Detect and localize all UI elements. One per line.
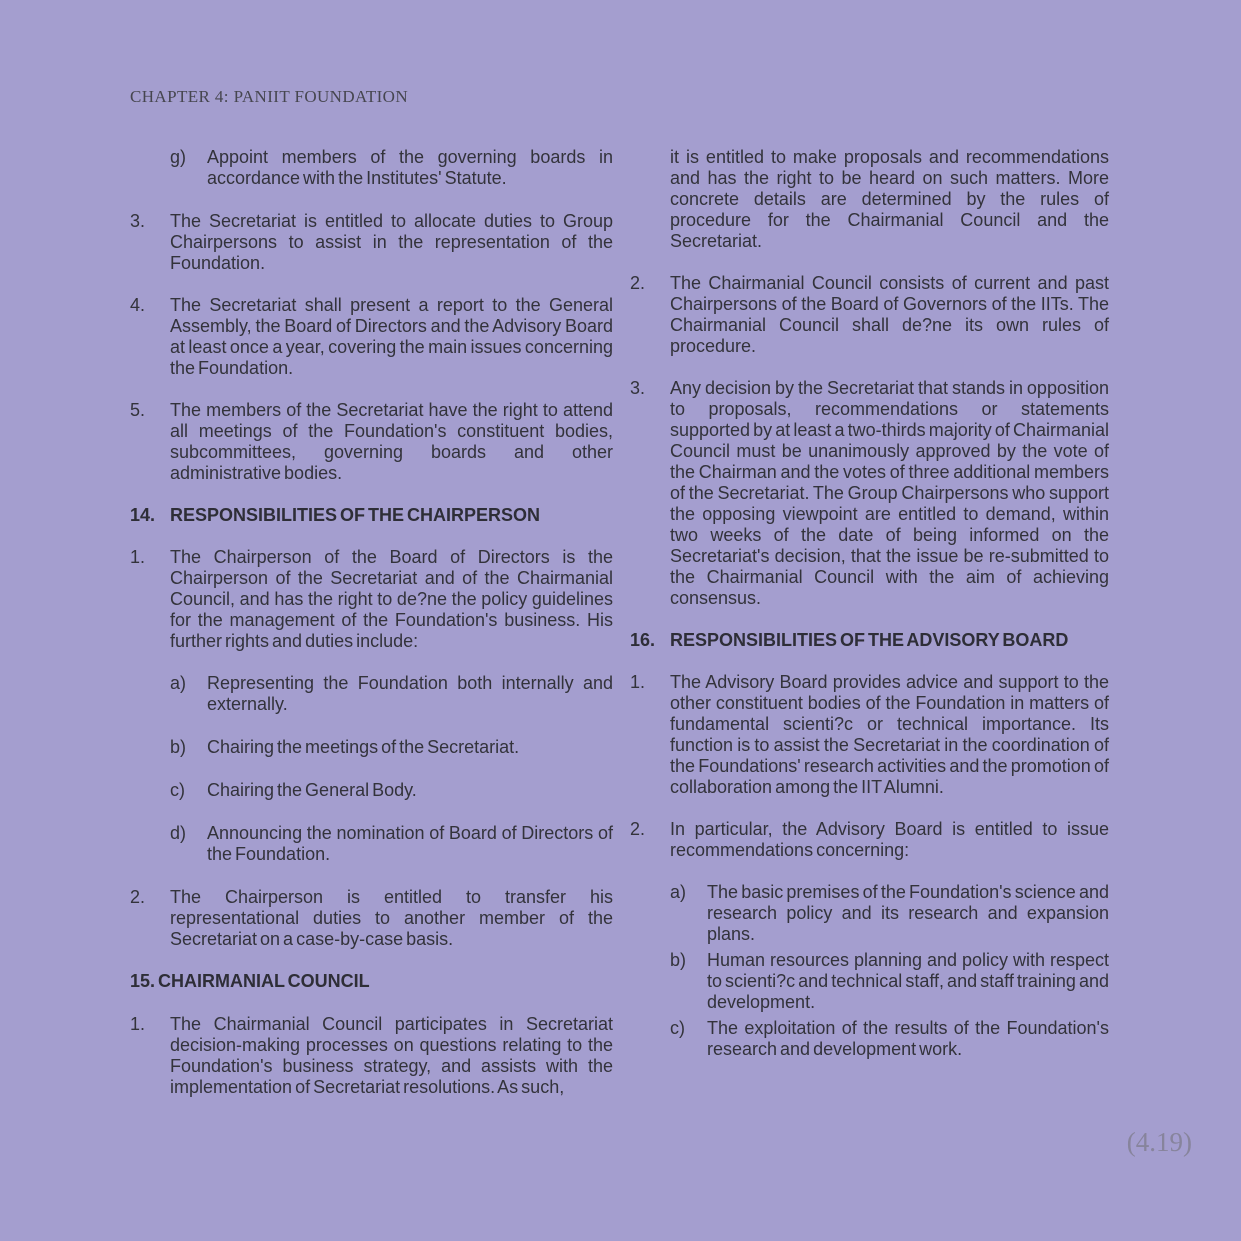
list-item <box>670 1018 1109 1060</box>
chapter-header: CHAPTER 4: PANIIT FOUNDATION <box>130 87 409 106</box>
list-item-text: Chairing the meetings of the Secretariat. <box>207 737 520 757</box>
list-item <box>130 400 613 484</box>
list-item-text: Representing the Foundation both internally and externally. <box>207 673 613 714</box>
section-heading <box>630 630 1109 651</box>
list-item-text: Chairing the General Body. <box>207 780 417 800</box>
list-marker: 3. <box>130 211 146 231</box>
list-item-text: The Secretariat shall present a report to the General Assembly, the Board of Directors and the Advisory Board at least once a year, covering the main issues concerning the Foundation. <box>170 295 613 378</box>
list-item <box>170 780 613 801</box>
paragraph-continuation: it is entitled to make proposals and recommendations and has the right to be heard on such matters. More concrete details are determined by the rules of procedure for the Chairmanial Council and the Secretariat. <box>670 147 1109 251</box>
list-marker: 2. <box>630 273 646 293</box>
list-item-text: Announcing the nomination of Board of Directors of the Foundation. <box>207 823 613 864</box>
section-heading <box>130 505 613 526</box>
list-marker: a) <box>670 882 687 902</box>
list-marker: g) <box>170 147 187 167</box>
list-marker: 2. <box>130 887 146 907</box>
list-marker: 1. <box>130 1014 146 1034</box>
right-column <box>630 147 1109 1082</box>
list-item-text: The Chairperson is entitled to transfer his representational duties to another member of the Secretariat on a case-by-case basis. <box>170 887 613 949</box>
list-item <box>170 673 613 715</box>
list-marker: b) <box>670 950 687 970</box>
list-item-text: The Chairperson of the Board of Directors is the Chairperson of the Secretariat and of the Chairmanial Council, and has the right to de?ne the policy guidelines for the management of the Foundation's business. His further rights and duties include: <box>170 547 613 651</box>
list-item <box>630 378 1109 609</box>
list-marker: 3. <box>630 378 646 398</box>
list-marker: a) <box>170 673 187 693</box>
list-marker: c) <box>670 1018 685 1038</box>
list-item <box>670 950 1109 1013</box>
list-item-text: The Secretariat is entitled to allocate duties to Group Chairpersons to assist in the representation of the Foundation. <box>170 211 613 273</box>
list-item-text: Appoint members of the governing boards in accordance with the Institutes' Statute. <box>207 147 613 188</box>
section-number: 16. <box>630 630 656 650</box>
list-item <box>170 147 613 189</box>
list-item <box>630 819 1109 861</box>
list-marker: c) <box>170 780 185 800</box>
list-marker: 1. <box>630 672 646 692</box>
list-item-text: The Chairmanial Council participates in Secretariat decision-making processes on questions relating to the Foundation's business strategy, and assists with the implementation of Secretariat resolutions. As such, <box>170 1014 613 1097</box>
list-marker: d) <box>170 823 187 843</box>
list-item <box>170 823 613 865</box>
list-item <box>630 273 1109 357</box>
section-number: 14. <box>130 505 156 525</box>
page-number: (4.19) <box>1126 1127 1192 1157</box>
list-item <box>130 1014 613 1098</box>
list-marker: 2. <box>630 819 646 839</box>
list-item-text: The members of the Secretariat have the right to attend all meetings of the Foundation's constituent bodies, subcommittees, governing boards and other administrative bodies. <box>170 400 613 483</box>
list-marker: b) <box>170 737 187 757</box>
list-item-text: The Chairmanial Council consists of current and past Chairpersons of the Board of Governors of the IITs. The Chairmanial Council shall de?ne its own rules of procedure. <box>670 273 1109 356</box>
list-marker: 5. <box>130 400 146 420</box>
list-item-text: In particular, the Advisory Board is entitled to issue recommendations concerning: <box>670 819 1109 860</box>
list-marker: 1. <box>130 547 146 567</box>
list-item-text: Human resources planning and policy with respect to scienti?c and technical staff, and staff training and development. <box>707 950 1109 1012</box>
list-item <box>670 882 1109 945</box>
section-heading: 15. CHAIRMANIAL COUNCIL <box>130 971 370 991</box>
list-item <box>170 737 613 758</box>
list-item <box>130 887 613 950</box>
list-item <box>630 672 1109 798</box>
list-item-text: The exploitation of the results of the Foundation's research and development work. <box>707 1018 1109 1059</box>
list-item <box>130 295 613 379</box>
section-title: RESPONSIBILITIES OF THE CHAIRPERSON <box>170 505 541 525</box>
section-title: RESPONSIBILITIES OF THE ADVISORY BOARD <box>670 630 1069 650</box>
list-item <box>130 547 613 652</box>
list-item-text: Any decision by the Secretariat that stands in opposition to proposals, recommendations or statements supported by at least a two-thirds majority of Chairmanial Council must be unanimously approved by the vote of the Chairman and the votes of three additional members of the Secretariat. The Group Chairpersons who support the opposing viewpoint are entitled to demand, within two weeks of the date of being informed on the Secretariat's decision, that the issue be re-submitted to the Chairmanial Council with the aim of achieving consensus. <box>670 378 1109 608</box>
list-item-text: The Advisory Board provides advice and support to the other constituent bodies of the Foundation in matters of fundamental scienti?c or technical importance. Its function is to assist the Secretariat in the coordination of the Foundations' research activities and the promotion of collaboration among the IIT Alumni. <box>670 672 1109 797</box>
list-item <box>130 211 613 274</box>
list-item-text: The basic premises of the Foundation's science and research policy and its research and expansion plans. <box>707 882 1109 944</box>
left-column <box>130 147 613 1119</box>
list-marker: 4. <box>130 295 146 315</box>
